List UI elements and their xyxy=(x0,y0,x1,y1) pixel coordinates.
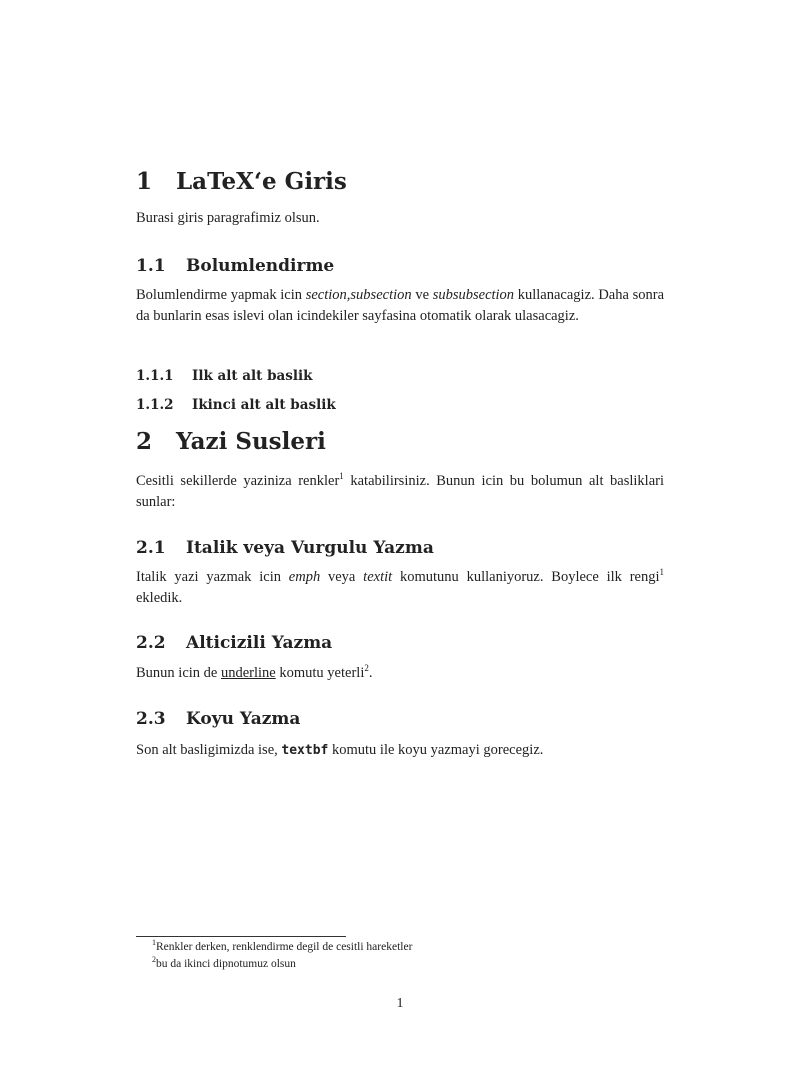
intro-paragraph xyxy=(136,208,664,229)
footnote-text: Renkler derken, renklendirme degil de cesitli hareketler xyxy=(156,941,413,953)
section-title: Yazi Susleri xyxy=(176,428,326,455)
section-heading xyxy=(136,168,664,196)
subsection-title: Alticizili Yazma xyxy=(186,633,333,653)
emphasized-text: textit xyxy=(363,569,393,585)
section-number: 1 xyxy=(136,168,153,195)
subsection-number: 2.1 xyxy=(136,538,166,558)
emphasized-text: subsubsection xyxy=(432,287,515,303)
bolumlendirme-paragraph xyxy=(136,285,664,327)
emphasized-text: section,subsection xyxy=(305,287,412,303)
subsection-heading xyxy=(136,255,664,277)
footnote-item xyxy=(136,940,664,955)
italik-paragraph xyxy=(136,567,664,609)
subsection-number: 2.2 xyxy=(136,633,166,653)
subsection-heading xyxy=(136,708,664,730)
footnote-mark: 2 xyxy=(364,663,369,674)
bold-code-text: textbf xyxy=(281,743,329,758)
footnote-divider xyxy=(136,936,346,937)
underlined-text: underline xyxy=(220,665,276,681)
footnote-number: 2 xyxy=(152,955,156,965)
paragraph-text: Bunun icin de xyxy=(136,665,221,681)
paragraph-text: komutu ile koyu yazmayi gorecegiz. xyxy=(328,742,544,758)
alticizili-paragraph xyxy=(136,663,664,684)
paragraph-text: katabilirsiniz. Bunun icin bu bolumun alt basliklari sunlar: xyxy=(136,473,665,510)
koyu-paragraph xyxy=(136,740,664,761)
subsubsection-title: Ilk alt alt baslik xyxy=(192,368,313,384)
footnote-text: bu da ikinci dipnotumuz olsun xyxy=(156,958,296,970)
subsubsection-heading xyxy=(136,396,664,414)
subsection-heading xyxy=(136,632,664,654)
paragraph-text: . xyxy=(368,665,373,681)
subsection-number: 2.3 xyxy=(136,709,166,729)
subsubsection-number: 1.1.1 xyxy=(136,368,174,384)
subsubsection-title: Ikinci alt alt baslik xyxy=(192,397,336,413)
subsection-title: Koyu Yazma xyxy=(186,709,301,729)
paragraph-text: Son alt basligimizda ise, xyxy=(136,742,282,758)
section-heading xyxy=(136,428,664,456)
subsection-heading xyxy=(136,537,664,559)
paragraph-text: Burasi giris paragrafimiz olsun. xyxy=(136,210,320,226)
paragraph-text: komutunu kullaniyoruz. Boylece ilk rengi xyxy=(392,569,660,585)
section-title: LaTeX‘e Giris xyxy=(176,168,347,195)
paragraph-text: Italik yazi yazmak icin xyxy=(136,569,289,585)
subsubsection-number: 1.1.2 xyxy=(136,397,174,413)
subsubsection-heading xyxy=(136,367,664,385)
paragraph-text: ve xyxy=(411,287,433,303)
paragraph-text: Cesitli sekillerde yaziniza renkler xyxy=(136,473,340,489)
paragraph-text: komutu yeterli xyxy=(275,665,365,681)
yazi-susleri-paragraph xyxy=(136,471,664,513)
section-number: 2 xyxy=(136,428,153,455)
footnote-mark: 1 xyxy=(339,471,344,482)
footnote-mark: 1 xyxy=(659,567,664,578)
subsection-title: Bolumlendirme xyxy=(186,256,335,276)
emphasized-text: emph xyxy=(288,569,321,585)
subsection-number: 1.1 xyxy=(136,256,166,276)
paragraph-text: kullanacagiz. Daha sonra da bunlarin esas islevi olan icindekiler sayfasina otomatik olarak ulasacagiz. xyxy=(136,287,665,324)
subsection-title: Italik veya Vurgulu Yazma xyxy=(186,538,434,558)
footnote-number: 1 xyxy=(152,938,156,948)
paragraph-text: Bolumlendirme yapmak icin xyxy=(136,287,306,303)
page-number: 1 xyxy=(396,996,404,1011)
footnote-item xyxy=(136,957,664,972)
paragraph-text: ekledik. xyxy=(136,590,183,606)
paragraph-text: veya xyxy=(320,569,364,585)
